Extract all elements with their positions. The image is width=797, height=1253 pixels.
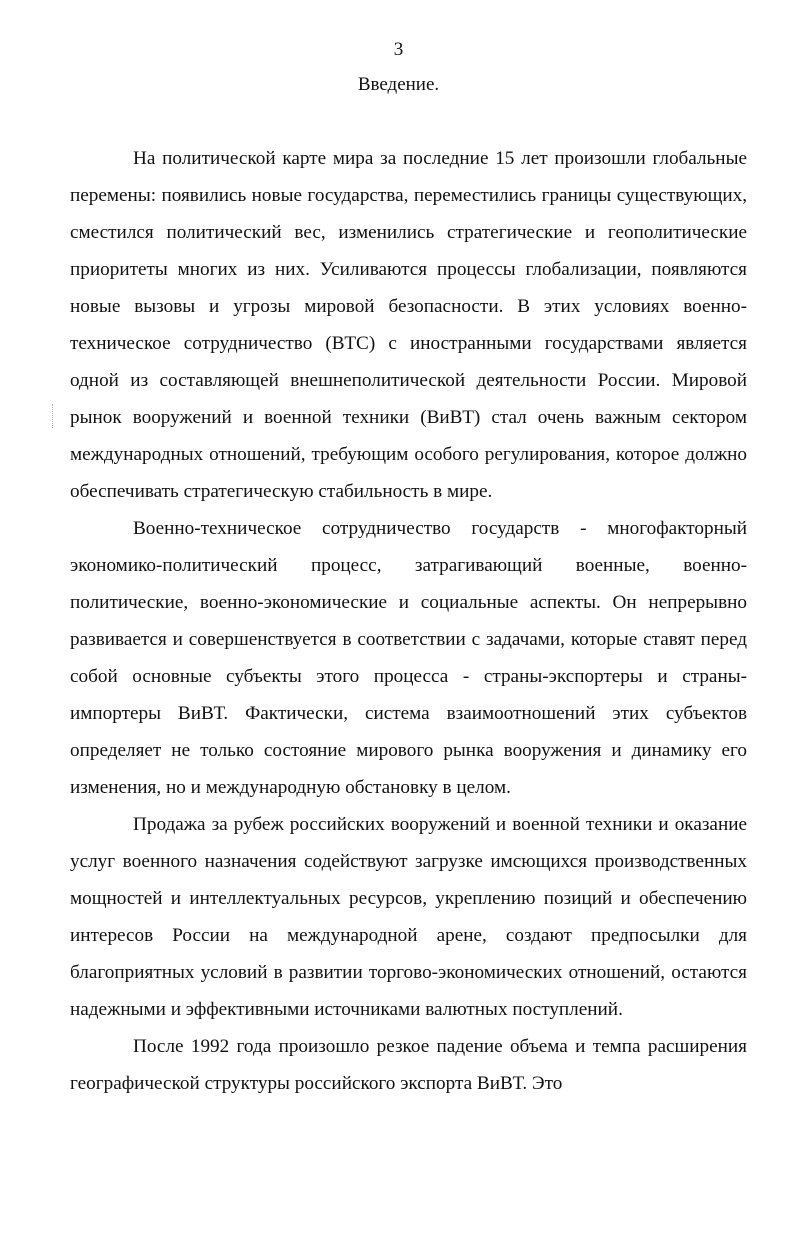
page-number: 3 xyxy=(393,39,404,60)
paragraph-2: Военно-техническое сотрудничество государств - многофакторный экономико-политический процесс, затрагивающий военные, военно-политические, военно-экономические и социальные аспекты. Он непрерывно развивается и совершенствуется в соответствии с задачами, которые ставят перед собой основные субъекты этого процесса - страны-экспортеры и страны-импортеры ВиВТ. Фактически, система взаимоотношений этих субъектов определяет не только состояние мирового рынка вооружения и динамику его изменения, но и международную обстановку в целом. xyxy=(70,518,747,798)
paragraph-1: На политической карте мира за последние 15 лет произошли глобальные перемены: появились новые государства, переместились границы существующих, сместился политический вес, изменились стратегические и геополитические приоритеты многих из них. Усиливаются процессы глобализации, появляются новые вызовы и угрозы мировой безопасности. В этих условиях военно-техническое сотрудничество (ВТС) с иностранными государствами является одной из составляющей внешнеполитической деятельности России. Мировой рынок вооружений и военной техники (ВиВТ) стал очень важным сектором международных отношений, требующим особого регулирования, которое должно обеспечивать стратегическую стабильность в мире. xyxy=(70,148,747,502)
section-heading: Введение. xyxy=(357,74,440,95)
paragraph-4: После 1992 года произошло резкое падение объема и темпа расширения географической структуры российского экспорта ВиВТ. Это xyxy=(70,1036,747,1094)
scan-margin-mark xyxy=(52,404,55,428)
paragraph-3: Продажа за рубеж российских вооружений и военной техники и оказание услуг военного назначения содействуют загрузке имсющихся производственных мощностей и интеллектуальных ресурсов, укреплению позиций и обеспечению интересов России на международной арене, создают предпосылки для благоприятных условий в развитии торгово-экономических отношений, остаются надежными и эффективными источниками валютных поступлений. xyxy=(70,814,747,1020)
body-text xyxy=(70,140,747,1102)
